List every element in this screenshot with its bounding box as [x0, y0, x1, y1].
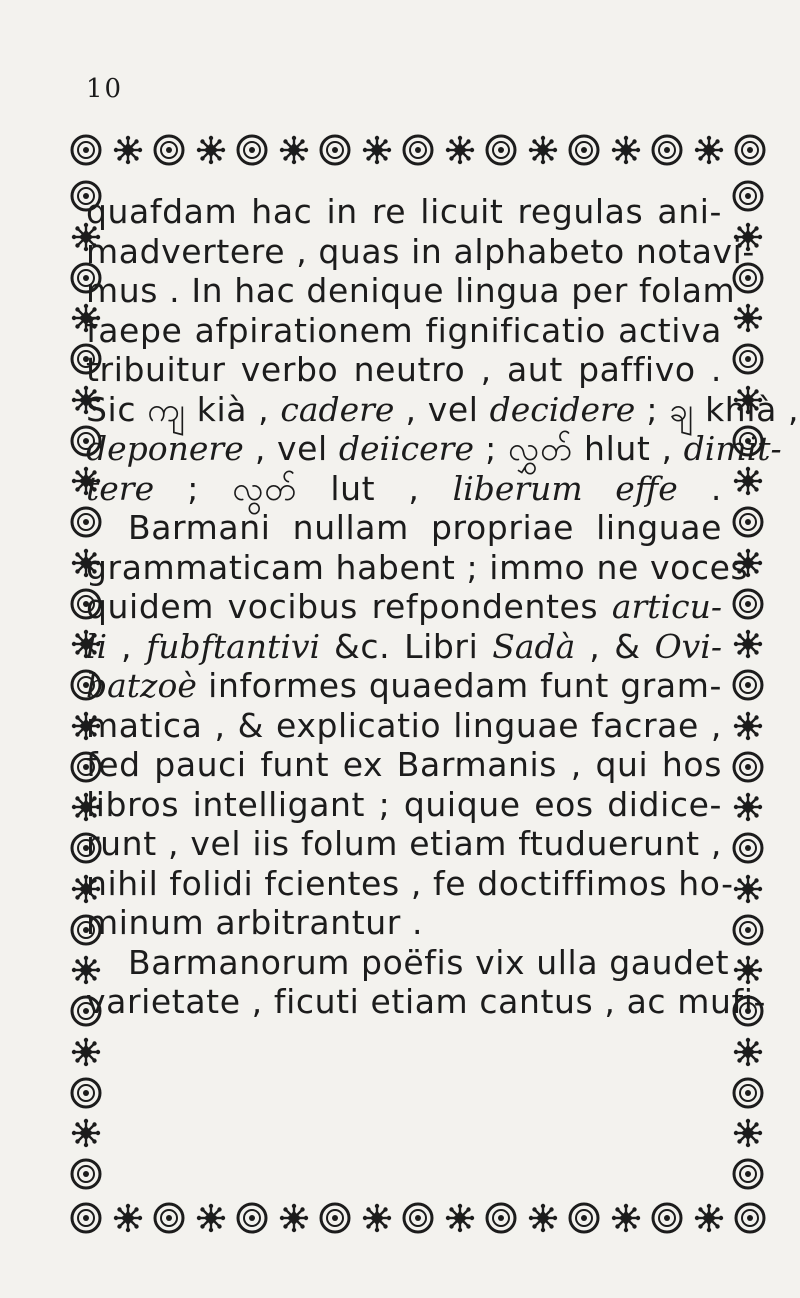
floral-ornament-icon [730, 871, 766, 907]
ornament-border-right [728, 178, 768, 1192]
text-line [86, 785, 722, 825]
italic-text: li [86, 626, 108, 666]
text-span: &c. Libri [320, 626, 493, 666]
rosette-ornament-icon [566, 1200, 602, 1236]
text-line [86, 942, 730, 983]
text-span: minum arbitrantur . [86, 903, 424, 942]
text-span: libros intelligant ; quique eos didice- [86, 784, 722, 824]
floral-ornament-icon [193, 132, 229, 168]
floral-ornament-icon [730, 1034, 766, 1070]
ornament-border-top [68, 126, 768, 174]
text-span: Barmani nullam propriae linguae [128, 508, 722, 547]
burmese-word: လွှတ် [507, 429, 573, 468]
rosette-ornament-icon [68, 1075, 104, 1111]
floral-ornament-icon [608, 132, 644, 168]
ornament-border-bottom [68, 1194, 768, 1242]
floral-ornament-icon [276, 132, 312, 168]
italic-text: fubftantivi [146, 626, 321, 666]
text-span: grammaticam habent ; immo ne voces [86, 547, 749, 587]
text-span: quafdam hac in re licuit regulas ani- [86, 192, 722, 231]
rosette-ornament-icon [732, 1200, 768, 1236]
rosette-ornament-icon [483, 1200, 519, 1236]
text-span: kià , [185, 389, 281, 429]
rosette-ornament-icon [234, 132, 270, 168]
rosette-ornament-icon [68, 1200, 104, 1236]
italic-text: cadere [280, 389, 395, 429]
floral-ornament-icon [608, 1200, 644, 1236]
text-line [86, 863, 734, 904]
italic-text: articu- [611, 587, 722, 626]
text-span: nihil folidi fcientes , fe doctiffimos ho- [86, 863, 734, 903]
text-span: matica , & explicatio linguae facrae , [86, 705, 722, 745]
text-span: ; [154, 468, 233, 508]
rosette-ornament-icon [400, 1200, 436, 1236]
text-span: varietate , ficuti etiam cantus , ac mufi- [86, 982, 766, 1021]
floral-ornament-icon [525, 1200, 561, 1236]
text-span: , vel [243, 429, 339, 468]
rosette-ornament-icon [566, 132, 602, 168]
text-line [86, 311, 722, 351]
text-span: , & [575, 626, 655, 666]
rosette-ornament-icon [730, 749, 766, 785]
burmese-word: ချ [669, 389, 694, 429]
rosette-ornament-icon [151, 1200, 187, 1236]
rosette-ornament-icon [730, 341, 766, 377]
italic-text: deiicere [338, 429, 474, 468]
floral-ornament-icon [276, 1200, 312, 1236]
rosette-ornament-icon [649, 1200, 685, 1236]
text-line [86, 982, 766, 1022]
floral-ornament-icon [68, 1115, 104, 1151]
text-span: quidem vocibus refpondentes [86, 587, 612, 626]
text-line [86, 429, 782, 469]
burmese-word: လွတ် [232, 468, 298, 508]
text-line [86, 824, 722, 864]
rosette-ornament-icon [730, 586, 766, 622]
text-line [86, 745, 722, 785]
text-line [86, 903, 722, 943]
floral-ornament-icon [359, 132, 395, 168]
rosette-ornament-icon [730, 912, 766, 948]
text-line [86, 587, 722, 627]
text-line [86, 666, 722, 706]
italic-text: liberum effe [452, 468, 678, 508]
text-line [86, 469, 722, 509]
text-span: faepe afpirationem fignificatio activa [86, 310, 722, 350]
floral-ornament-icon [193, 1200, 229, 1236]
rosette-ornament-icon [730, 1156, 766, 1192]
rosette-ornament-icon [732, 132, 768, 168]
rosette-ornament-icon [483, 132, 519, 168]
rosette-ornament-icon [234, 1200, 270, 1236]
text-span: ; [635, 389, 670, 429]
text-line [86, 627, 722, 667]
italic-text: deponere [86, 429, 244, 468]
text-line [86, 706, 722, 746]
italic-text: batzoè [86, 666, 197, 705]
floral-ornament-icon [525, 132, 561, 168]
text-line [86, 271, 736, 311]
italic-text: Ovi- [654, 626, 722, 666]
text-line [86, 547, 749, 588]
text-span: lut , [297, 468, 453, 508]
text-line [86, 192, 722, 232]
text-span: informes quaedam funt gram- [196, 666, 722, 705]
floral-ornament-icon [442, 132, 478, 168]
rosette-ornament-icon [317, 1200, 353, 1236]
text-span: , [107, 626, 147, 666]
floral-ornament-icon [730, 789, 766, 825]
floral-ornament-icon [442, 1200, 478, 1236]
floral-ornament-icon [691, 132, 727, 168]
text-span: , vel [394, 389, 490, 429]
rosette-ornament-icon [730, 178, 766, 214]
text-span: Barmanorum poëfis vix ulla gaudet [128, 942, 730, 982]
text-span: . [677, 468, 722, 508]
floral-ornament-icon [730, 300, 766, 336]
rosette-ornament-icon [68, 1156, 104, 1192]
floral-ornament-icon [730, 1115, 766, 1151]
rosette-ornament-icon [649, 132, 685, 168]
rosette-ornament-icon [730, 830, 766, 866]
rosette-ornament-icon [730, 667, 766, 703]
text-span: ; [473, 429, 508, 468]
italic-text: Sadà [492, 626, 576, 666]
text-span: mus . In hac denique lingua per folam [86, 271, 736, 310]
rosette-ornament-icon [730, 504, 766, 540]
floral-ornament-icon [691, 1200, 727, 1236]
text-span: Sic [86, 389, 148, 429]
rosette-ornament-icon [68, 132, 104, 168]
text-span: madvertere , quas in alphabeto notavi- [86, 231, 755, 271]
italic-text: decidere [489, 389, 636, 429]
text-line [86, 231, 755, 272]
text-span: khià , [694, 389, 800, 429]
rosette-ornament-icon [400, 132, 436, 168]
burmese-word: ကျ [147, 389, 186, 429]
body-text [86, 192, 800, 1022]
floral-ornament-icon [730, 463, 766, 499]
text-line [86, 508, 722, 548]
floral-ornament-icon [68, 1034, 104, 1070]
text-line [86, 389, 800, 430]
text-line [86, 350, 722, 390]
text-span: runt , vel iis folum etiam ftuduerunt , [86, 824, 722, 863]
italic-text: tere [86, 468, 155, 508]
rosette-ornament-icon [317, 132, 353, 168]
floral-ornament-icon [359, 1200, 395, 1236]
rosette-ornament-icon [151, 132, 187, 168]
floral-ornament-icon [110, 132, 146, 168]
floral-ornament-icon [730, 626, 766, 662]
floral-ornament-icon [110, 1200, 146, 1236]
text-span: tribuitur verbo neutro , aut paffivo . [86, 350, 722, 389]
text-span: hlut , [572, 429, 684, 468]
rosette-ornament-icon [730, 1075, 766, 1111]
text-span: fed pauci funt ex Barmanis , qui hos [86, 745, 722, 784]
italic-text: dimit- [683, 429, 782, 468]
floral-ornament-icon [730, 708, 766, 744]
page-number: 10 [86, 74, 124, 104]
